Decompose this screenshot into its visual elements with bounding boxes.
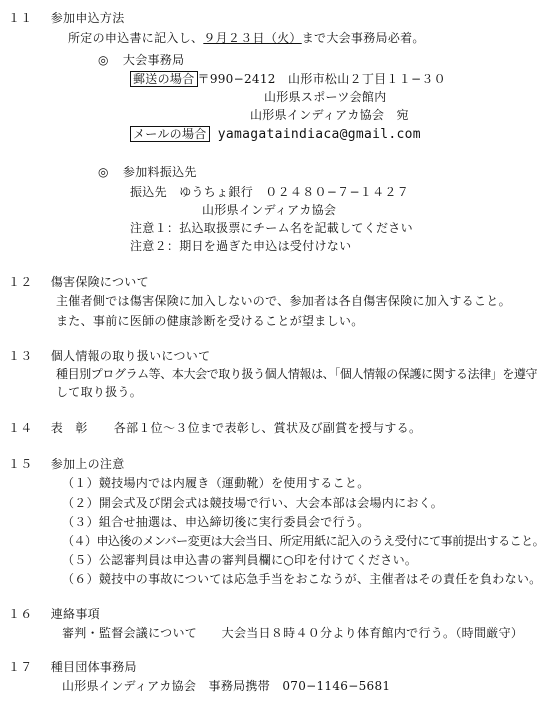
s16-text: 審判・監督会議について 大会当日８時４０分より体育館内で行う。（時間厳守） bbox=[62, 626, 524, 640]
section-number: １５ bbox=[8, 457, 33, 471]
section-title: 個人情報の取り扱いについて bbox=[50, 349, 211, 363]
mail-label-box: 郵送の場合 bbox=[130, 71, 198, 87]
section-number: １２ bbox=[8, 275, 33, 289]
mail-address-line3: 山形県インディアカ協会 宛 bbox=[250, 108, 409, 122]
s12-line-2: また、事前に医師の健康診断を受けることが望ましい。 bbox=[56, 314, 364, 328]
s13-line-2: して取り扱う。 bbox=[56, 385, 143, 399]
section-number: １６ bbox=[8, 607, 33, 621]
list-item: （２）開会式及び閉会式は競技場で行い、大会本部は会場内におく。 bbox=[62, 496, 444, 510]
fee-note-2: 注意２：期日を過ぎた申込は受付けない bbox=[130, 239, 352, 253]
list-item: （１）競技場内では内履き（運動靴）を使用すること。 bbox=[62, 476, 370, 490]
s17-text: 山形県インディアカ協会 事務局携帯 070−1146−5681 bbox=[62, 679, 391, 693]
section-13-heading bbox=[8, 348, 210, 364]
section-number: １４ bbox=[8, 421, 33, 435]
section-title: 表 彰 bbox=[50, 421, 88, 435]
email-address: yamagataindiaca@gmail.com bbox=[217, 127, 421, 142]
list-item: （４）申込後のメンバー変更は大会当日、所定用紙に記入のうえ受付にて事前提出すること。 bbox=[62, 534, 545, 548]
fee-account: 振込先 ゆうちょ銀行 ０２４８０−７−１４２７ bbox=[130, 185, 410, 199]
section-16-heading bbox=[8, 606, 100, 622]
section-14-heading bbox=[8, 420, 421, 436]
mail-address-line2: 山形県スポーツ会館内 bbox=[264, 90, 387, 104]
mail-address-line bbox=[130, 71, 446, 87]
fee-holder: 山形県インディアカ協会 bbox=[202, 203, 337, 217]
section-number: １７ bbox=[8, 660, 33, 674]
list-item: （６）競技中の事故については応急手当をおこなうが、主催者はその責任を負わない。 bbox=[62, 572, 542, 586]
s13-line-1: 種目別プログラム等、本大会で取り扱う個人情報は、「個人情報の保護に関する法律」を遵守 bbox=[56, 367, 538, 381]
section-title: 傷害保険について bbox=[50, 275, 149, 289]
section-15-heading bbox=[8, 456, 125, 472]
list-item: （５）公認審判員は申込書の審判員欄に○印を付けてください。 bbox=[62, 553, 418, 567]
s12-line-1: 主催者側では傷害保険に加入しないので、参加者は各自傷害保険に加入すること。 bbox=[56, 294, 511, 308]
mail-address: 〒990−2412 山形市松山２丁目１１−３０ bbox=[197, 72, 446, 86]
section-title: 参加申込方法 bbox=[50, 11, 125, 25]
section-17-heading bbox=[8, 659, 137, 675]
email-label-box: メールの場合 bbox=[130, 126, 210, 142]
s11-intro: 所定の申込書に記入し、９月２３日（火）まで大会事務局必着。 bbox=[68, 31, 425, 45]
s14-text: 各部１位〜３位まで表彰し、賞状及び副賞を授与する。 bbox=[113, 421, 422, 435]
section-title: 参加上の注意 bbox=[50, 457, 125, 471]
fee-note-1: 注意１：払込取扱票にチーム名を記載してください bbox=[130, 221, 413, 235]
section-11-heading bbox=[8, 10, 125, 26]
list-item: （３）組合せ抽選は、申込締切後に実行委員会で行う。 bbox=[62, 515, 370, 529]
section-number: １３ bbox=[8, 349, 33, 363]
section-12-heading bbox=[8, 274, 149, 290]
email-line bbox=[130, 126, 421, 143]
double-circle-icon: ◎ bbox=[98, 53, 109, 67]
office-heading: ◎ 大会事務局 bbox=[98, 53, 185, 67]
section-title: 連絡事項 bbox=[50, 607, 100, 621]
section-number: １１ bbox=[8, 11, 33, 25]
fee-heading: ◎ 参加料振込先 bbox=[98, 165, 197, 179]
section-title: 種目団体事務局 bbox=[50, 660, 137, 674]
double-circle-icon: ◎ bbox=[98, 165, 109, 179]
deadline-date: ９月２３日（火） bbox=[203, 31, 302, 45]
